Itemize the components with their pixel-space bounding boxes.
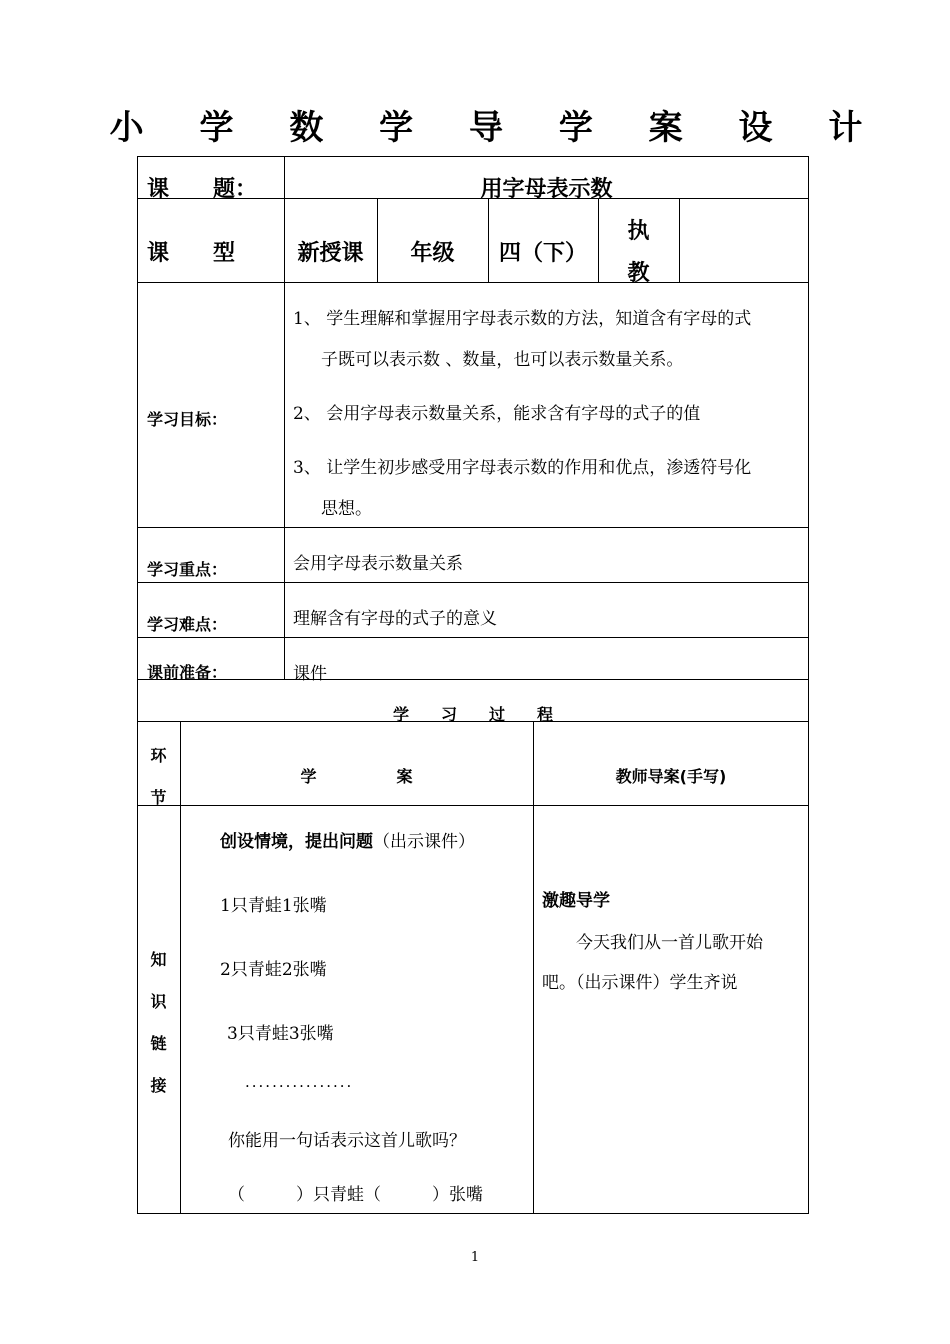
grade-value: 四（下） xyxy=(498,241,587,266)
objective-3-line1: 3、 让学生初步感受用字母表示数的作用和优点，渗透符号化 xyxy=(293,458,752,478)
teacher-heading: 激趣导学 xyxy=(542,891,610,911)
topic-value: 用字母表示数 xyxy=(480,177,613,202)
stage-char: 链 xyxy=(150,1034,167,1053)
difficulty-value: 理解含有字母的式子的意义 xyxy=(293,609,497,629)
objective-2-line1: 2、 会用字母表示数量关系，能求含有字母的式子的值 xyxy=(293,404,701,424)
key-point-label: 学习重点： xyxy=(147,560,228,579)
intro-rest: （出示课件） xyxy=(373,832,475,852)
objective-1-line1: 1、 学生理解和掌握用字母表示数的方法，知道含有字母的式 xyxy=(293,309,752,329)
difficulty-label: 学习难点： xyxy=(147,615,228,634)
page-number: 1 xyxy=(470,1250,480,1265)
plan-header: 学 案 xyxy=(300,767,413,786)
intro-line xyxy=(220,827,475,852)
stage-char: 接 xyxy=(150,1076,167,1095)
grade-label: 年级 xyxy=(410,241,455,266)
rhyme-line: 3只青蛙3张嘴 xyxy=(227,1024,334,1044)
objective-1-line2: 子既可以表示数 、数量，也可以表示数量关系。 xyxy=(321,350,684,370)
key-point-value: 会用字母表示数量关系 xyxy=(293,554,463,574)
question-line: 你能用一句话表示这首儿歌吗？ xyxy=(228,1131,466,1151)
stage-header-2: 节 xyxy=(150,788,167,807)
type-value: 新授课 xyxy=(297,241,364,266)
rhyme-line: 2只青蛙2张嘴 xyxy=(220,960,327,980)
fill-blank-line: （ ）只青蛙（ ）张嘴 xyxy=(228,1185,483,1205)
teacher-label-2: 教 xyxy=(627,261,650,286)
intro-bold: 创设情境，提出问题 xyxy=(220,832,373,852)
preparation-value: 课件 xyxy=(293,664,327,684)
objective-3-line2: 思想。 xyxy=(321,499,372,519)
ellipsis-dots: ················ xyxy=(245,1077,354,1095)
type-label: 课 型 xyxy=(147,241,236,266)
stage-char: 识 xyxy=(150,992,167,1011)
rhyme-line: 1只青蛙1张嘴 xyxy=(220,896,327,916)
teacher-line: 吧。（出示课件）学生齐说 xyxy=(542,973,738,993)
preparation-label: 课前准备： xyxy=(147,663,228,682)
teacher-line: 今天我们从一首儿歌开始 xyxy=(576,933,763,953)
objectives-label: 学习目标： xyxy=(147,410,228,429)
topic-label: 课 题： xyxy=(147,177,258,202)
process-heading: 学 习 过 程 xyxy=(392,705,553,724)
stage-char: 知 xyxy=(150,950,167,969)
teacher-label-1: 执 xyxy=(627,219,650,244)
teacher-header: 教师导案(手写) xyxy=(615,767,727,786)
stage-header-1: 环 xyxy=(150,746,167,765)
page-title: 小 学 数 学 导 学 案 设 计 xyxy=(109,108,885,148)
